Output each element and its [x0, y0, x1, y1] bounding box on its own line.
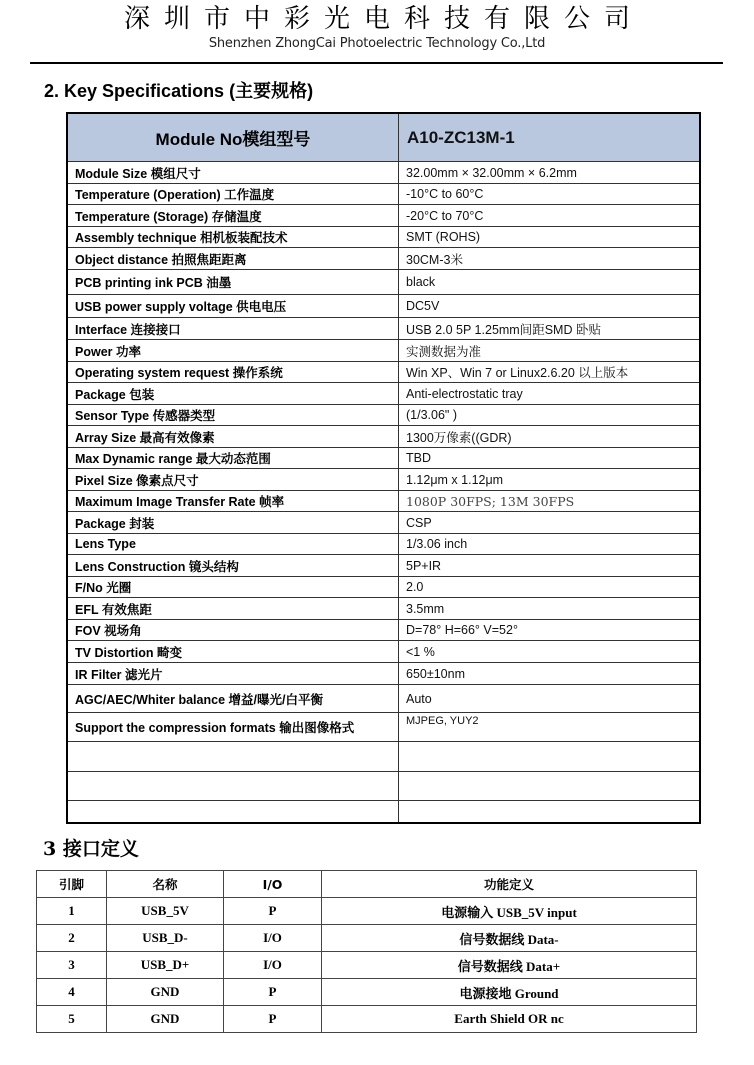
spec-value: 1/3.06 inch: [399, 534, 701, 555]
pin-name: USB_5V: [107, 898, 224, 925]
spec-row: [67, 713, 700, 742]
spec-value: DC5V: [399, 295, 701, 318]
spec-label: Lens Type: [67, 534, 399, 555]
pin-io-type: I/O: [224, 925, 322, 952]
spec-label: [67, 772, 399, 801]
spec-label: EFL 有效焦距: [67, 598, 399, 620]
pin-table-header-row: [37, 871, 697, 898]
spec-label: FOV 视场角: [67, 620, 399, 641]
spec-label: Pixel Size 像素点尺寸: [67, 469, 399, 491]
spec-value: black: [399, 270, 701, 295]
spec-value: 3.5mm: [399, 598, 701, 620]
spec-value: Anti-electrostatic tray: [399, 383, 701, 405]
spec-row: [67, 512, 700, 534]
spec-label: Package 封装: [67, 512, 399, 534]
pin-function: 信号数据线 Data+: [322, 952, 697, 979]
column-header-name: 名称: [107, 871, 224, 898]
spec-value: USB 2.0 5P 1.25mm间距SMD 卧贴: [399, 318, 701, 340]
spec-label: Maximum Image Transfer Rate 帧率: [67, 491, 399, 512]
spec-value: 32.00mm × 32.00mm × 6.2mm: [399, 162, 701, 184]
spec-row: [67, 295, 700, 318]
spec-value: [399, 742, 701, 772]
spec-label: USB power supply voltage 供电电压: [67, 295, 399, 318]
spec-row: [67, 162, 700, 184]
spec-value: <1 %: [399, 641, 701, 663]
pin-name: GND: [107, 1006, 224, 1033]
pin-function: 电源输入 USB_5V input: [322, 898, 697, 925]
spec-value: 1080P 30FPS; 13M 30FPS: [399, 491, 701, 512]
spec-row: [67, 248, 700, 270]
pin-function: 电源接地 Ground: [322, 979, 697, 1006]
pin-function: 信号数据线 Data-: [322, 925, 697, 952]
spec-value: [399, 801, 701, 823]
spec-label: Interface 连接接口: [67, 318, 399, 340]
pin-row: [37, 979, 697, 1006]
header-divider: [30, 62, 723, 64]
spec-label: IR Filter 滤光片: [67, 663, 399, 685]
spec-table-header-row: [67, 113, 700, 162]
spec-label: Object distance 拍照焦距距离: [67, 248, 399, 270]
pin-row: [37, 1006, 697, 1033]
spec-value: 650±10nm: [399, 663, 701, 685]
pin-row: [37, 952, 697, 979]
module-no-value: A10-ZC13M-1: [399, 113, 701, 162]
pin-name: USB_D-: [107, 925, 224, 952]
spec-value: D=78° H=66° V=52°: [399, 620, 701, 641]
spec-row: [67, 405, 700, 426]
module-no-label: Module No模组型号: [67, 113, 399, 162]
spec-row: [67, 318, 700, 340]
spec-row: [67, 620, 700, 641]
pin-number: 2: [37, 925, 107, 952]
pin-name: USB_D+: [107, 952, 224, 979]
spec-label: AGC/AEC/Whiter balance 增益/曝光/白平衡: [67, 685, 399, 713]
spec-label: Temperature (Storage) 存储温度: [67, 205, 399, 227]
spec-row: [67, 205, 700, 227]
spec-row: [67, 598, 700, 620]
specifications-table: [66, 112, 701, 824]
spec-row: [67, 555, 700, 577]
spec-value: CSP: [399, 512, 701, 534]
spec-label: Array Size 最高有效像素: [67, 426, 399, 448]
pin-number: 3: [37, 952, 107, 979]
spec-value: 30CM-3米: [399, 248, 701, 270]
spec-value: [399, 772, 701, 801]
spec-value: SMT (ROHS): [399, 227, 701, 248]
spec-label: Temperature (Operation) 工作温度: [67, 184, 399, 205]
pin-io-type: P: [224, 898, 322, 925]
spec-row: [67, 534, 700, 555]
pin-definition-table: [36, 870, 697, 1033]
pin-number: 4: [37, 979, 107, 1006]
spec-row: [67, 270, 700, 295]
spec-value: MJPEG, YUY2: [399, 713, 701, 742]
company-name-english: Shenzhen ZhongCai Photoelectric Technology Co.,Ltd: [208, 36, 546, 51]
spec-row: [67, 184, 700, 205]
pin-io-type: P: [224, 1006, 322, 1033]
spec-label: Module Size 模组尺寸: [67, 162, 399, 184]
spec-label: Max Dynamic range 最大动态范围: [67, 448, 399, 469]
spec-label: Assembly technique 相机板装配技术: [67, 227, 399, 248]
spec-value: 5P+IR: [399, 555, 701, 577]
spec-row: [67, 227, 700, 248]
spec-row: [67, 383, 700, 405]
spec-row: [67, 685, 700, 713]
spec-row: [67, 340, 700, 362]
column-header-pin: 引脚: [37, 871, 107, 898]
spec-row: [67, 426, 700, 448]
company-name-chinese: 深圳市中彩光电科技有限公司: [123, 4, 644, 34]
pin-io-type: P: [224, 979, 322, 1006]
pin-io-type: I/O: [224, 952, 322, 979]
pin-function: Earth Shield OR nc: [322, 1006, 697, 1033]
spec-row: [67, 362, 700, 383]
spec-row: [67, 663, 700, 685]
pin-row: [37, 898, 697, 925]
spec-row: [67, 469, 700, 491]
spec-label: Package 包装: [67, 383, 399, 405]
spec-row: [67, 641, 700, 663]
spec-label: Support the compression formats 输出图像格式: [67, 713, 399, 742]
spec-row-empty: [67, 772, 700, 801]
spec-label: [67, 742, 399, 772]
spec-row-empty: [67, 801, 700, 823]
pin-number: 5: [37, 1006, 107, 1033]
spec-row-empty: [67, 742, 700, 772]
pin-name: GND: [107, 979, 224, 1006]
spec-value: 1.12μm x 1.12μm: [399, 469, 701, 491]
spec-label: Power 功率: [67, 340, 399, 362]
spec-value: 1300万像素((GDR): [399, 426, 701, 448]
spec-row: [67, 577, 700, 598]
spec-value: Win XP、Win 7 or Linux2.6.20 以上版本: [399, 362, 701, 383]
spec-label: [67, 801, 399, 823]
spec-value: TBD: [399, 448, 701, 469]
spec-label: Sensor Type 传感器类型: [67, 405, 399, 426]
spec-label: Lens Construction 镜头结构: [67, 555, 399, 577]
spec-label: Operating system request 操作系统: [67, 362, 399, 383]
spec-value: -10°C to 60°C: [399, 184, 701, 205]
spec-value: 实测数据为准: [399, 340, 701, 362]
pin-row: [37, 925, 697, 952]
column-header-function: 功能定义: [322, 871, 697, 898]
pin-number: 1: [37, 898, 107, 925]
spec-row: [67, 448, 700, 469]
spec-label: F/No 光圈: [67, 577, 399, 598]
spec-value: Auto: [399, 685, 701, 713]
key-specifications-heading: 2. Key Specifications (主要规格): [44, 81, 314, 101]
spec-row: [67, 491, 700, 512]
interface-definition-heading: 3 接口定义: [43, 838, 139, 860]
spec-value: -20°C to 70°C: [399, 205, 701, 227]
spec-label: TV Distortion 畸变: [67, 641, 399, 663]
spec-label: PCB printing ink PCB 油墨: [67, 270, 399, 295]
spec-value: 2.0: [399, 577, 701, 598]
column-header-io: I/O: [224, 871, 322, 898]
spec-value: (1/3.06" ): [399, 405, 701, 426]
